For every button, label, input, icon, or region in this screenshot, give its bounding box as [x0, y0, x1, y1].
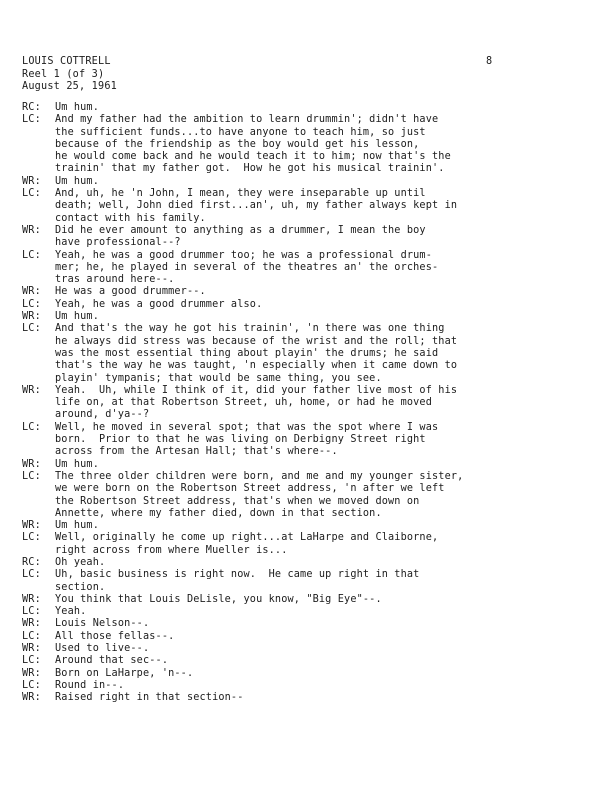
transcript-entry [22, 323, 597, 384]
interview-date: August 25, 1961 [22, 81, 118, 92]
transcript-entry [22, 250, 597, 287]
utterance-line: Yeah. [55, 606, 87, 618]
utterance-line: Yeah, he was a good drummer too; he was a professional drum- [55, 249, 433, 261]
speaker-label: WR: [22, 667, 41, 679]
utterance-line: Yeah, he was a good drummer also. [55, 298, 263, 310]
transcript-entry [22, 299, 597, 311]
utterance-line: life on, at that Robertson Street, uh, home, or had he moved [55, 397, 433, 409]
utterance-line: And that's the way he got his trainin', 'n there was one thing [55, 323, 445, 335]
utterance-line: right across from where Mueller is... [55, 544, 288, 556]
reel-info: Reel 1 (of 3) [22, 68, 105, 80]
utterance-line: Used to live--. [55, 643, 150, 655]
utterance-line: Did he ever amount to anything as a drummer, I mean the boy [55, 224, 426, 236]
transcript-entry [22, 114, 597, 175]
transcript-entry [22, 471, 597, 520]
transcript-entry [22, 176, 597, 188]
transcript-entry [22, 422, 597, 459]
utterance-line: we were born on the Robertson Street address, 'n after we left [55, 483, 445, 495]
transcript-entry [22, 557, 597, 569]
utterance-line: the Robertson Street address, that's when we moved down on [55, 495, 420, 507]
utterance [55, 631, 597, 643]
page-number: 8 [486, 56, 493, 67]
transcript-entry [22, 286, 597, 298]
utterance [55, 286, 597, 298]
speaker-label: WR: [22, 458, 41, 470]
speaker-label: LC: [22, 679, 41, 691]
speaker-label: WR: [22, 593, 41, 605]
utterance-line: contact with his family. [55, 212, 206, 224]
utterance [55, 655, 597, 667]
utterance [55, 422, 597, 459]
utterance-line: Oh yeah. [55, 556, 106, 568]
utterance-line: The three older children were born, and me and my younger sister, [55, 470, 464, 482]
transcript-entry [22, 532, 597, 557]
speaker-label: RC: [22, 556, 41, 568]
speaker-label: WR: [22, 692, 41, 704]
utterance-line: Um hum. [55, 175, 99, 187]
transcript-entry [22, 188, 597, 225]
transcript-entry [22, 459, 597, 471]
utterance [55, 532, 597, 557]
speaker-label: LC: [22, 249, 41, 261]
transcript-entry [22, 655, 597, 667]
utterance-line: Well, he moved in several spot; that was the spot where I was [55, 421, 439, 433]
utterance-line: Annette, where my father died, down in that section. [55, 507, 382, 519]
utterance-line: born. Prior to that he was living on Derbigny Street right [55, 434, 426, 446]
transcript-entry [22, 631, 597, 643]
utterance [55, 459, 597, 471]
utterance [55, 385, 597, 422]
interviewee-name: LOUIS COTTRELL [22, 56, 111, 67]
utterance [55, 680, 597, 692]
utterance [55, 569, 597, 594]
speaker-label: WR: [22, 311, 41, 323]
utterance-line: trainin' that my father got. How he got his musical trainin'. [55, 163, 445, 175]
utterance-line: death; well, John died first...an', uh, my father always kept in [55, 200, 458, 212]
speaker-label: LC: [22, 323, 41, 335]
utterance-line: And, uh, he 'n John, I mean, they were inseparable up until [55, 188, 426, 200]
utterance-line: Round in--. [55, 679, 125, 691]
transcript-entry [22, 606, 597, 618]
utterance-line: Louis Nelson--. [55, 618, 150, 630]
utterance-line: mer; he, he played in several of the theatres an' the orches- [55, 261, 439, 273]
speaker-label: WR: [22, 286, 41, 298]
transcript-entry [22, 102, 597, 114]
transcript-entry [22, 594, 597, 606]
utterance-line: Uh, basic business is right now. He came up right in that [55, 569, 420, 581]
speaker-label: WR: [22, 175, 41, 187]
utterance [55, 299, 597, 311]
utterance [55, 311, 597, 323]
transcript-entry [22, 618, 597, 630]
utterance-line: that's the way he was taught, 'n especially when it came down to [55, 360, 458, 372]
utterance-line: All those fellas--. [55, 630, 175, 642]
utterance-line: Um hum. [55, 102, 99, 113]
transcript-entry [22, 692, 597, 704]
utterance-line: He was a good drummer--. [55, 286, 206, 298]
utterance [55, 606, 597, 618]
speaker-label: WR: [22, 224, 41, 236]
transcript-body [22, 102, 597, 705]
speaker-label: LC: [22, 188, 41, 200]
utterance-line: the sufficient funds...to have anyone to teach him, so just [55, 126, 426, 138]
utterance [55, 471, 597, 520]
utterance-line: tras around here--. [55, 274, 175, 286]
transcript-entry [22, 311, 597, 323]
utterance-line: was the most essential thing about playin' the drums; he said [55, 347, 439, 359]
transcript-entry [22, 225, 597, 250]
speaker-label: LC: [22, 655, 41, 667]
transcript-entry [22, 520, 597, 532]
speaker-label: LC: [22, 421, 41, 433]
utterance-line: Raised right in that section-- [55, 692, 244, 704]
speaker-label: RC: [22, 102, 41, 113]
speaker-label: WR: [22, 643, 41, 655]
speaker-label: LC: [22, 569, 41, 581]
speaker-label: WR: [22, 520, 41, 532]
speaker-label: WR: [22, 618, 41, 630]
utterance-line: around, d'ya--? [55, 409, 150, 421]
speaker-label: LC: [22, 470, 41, 482]
utterance-line: Um hum. [55, 458, 99, 470]
utterance [55, 594, 597, 606]
transcript-entry [22, 680, 597, 692]
utterance [55, 176, 597, 188]
utterance [55, 114, 597, 175]
document-header [22, 56, 117, 94]
speaker-label: LC: [22, 114, 41, 126]
utterance-line: You think that Louis DeLisle, you know, "Big Eye"--. [55, 593, 382, 605]
utterance-line: Well, originally he come up right...at LaHarpe and Claiborne, [55, 532, 439, 544]
utterance-line: Around that sec--. [55, 655, 169, 667]
transcript-entry [22, 643, 597, 655]
utterance-line: have professional--? [55, 237, 181, 249]
utterance-line: he always did stress was because of the wrist and the roll; that [55, 335, 458, 347]
transcript-entry [22, 385, 597, 422]
transcript-entry [22, 569, 597, 594]
utterance-line: section. [55, 581, 106, 593]
utterance-line: Um hum. [55, 311, 99, 323]
utterance-line: playin' tympanis; that would be same thing, you see. [55, 372, 382, 384]
utterance-line: Born on LaHarpe, 'n--. [55, 667, 194, 679]
utterance [55, 188, 597, 225]
utterance [55, 643, 597, 655]
utterance-line: And my father had the ambition to learn drummin'; didn't have [55, 114, 439, 126]
utterance-line: Yeah. Uh, while I think of it, did your father live most of his [55, 384, 458, 396]
utterance [55, 323, 597, 384]
utterance [55, 557, 597, 569]
utterance [55, 520, 597, 532]
speaker-label: LC: [22, 532, 41, 544]
speaker-label: LC: [22, 630, 41, 642]
utterance [55, 668, 597, 680]
utterance-line: he would come back and he would teach it to him; now that's the [55, 151, 451, 163]
speaker-label: LC: [22, 298, 41, 310]
speaker-label: LC: [22, 606, 41, 618]
utterance [55, 618, 597, 630]
speaker-label: WR: [22, 384, 41, 396]
utterance [55, 102, 597, 114]
utterance [55, 250, 597, 287]
utterance [55, 692, 597, 704]
transcript-entry [22, 668, 597, 680]
utterance-line: Um hum. [55, 520, 99, 532]
utterance-line: because of the friendship as the boy would get his lesson, [55, 138, 420, 150]
utterance-line: across from the Artesan Hall; that's where--. [55, 446, 338, 458]
utterance [55, 225, 597, 250]
